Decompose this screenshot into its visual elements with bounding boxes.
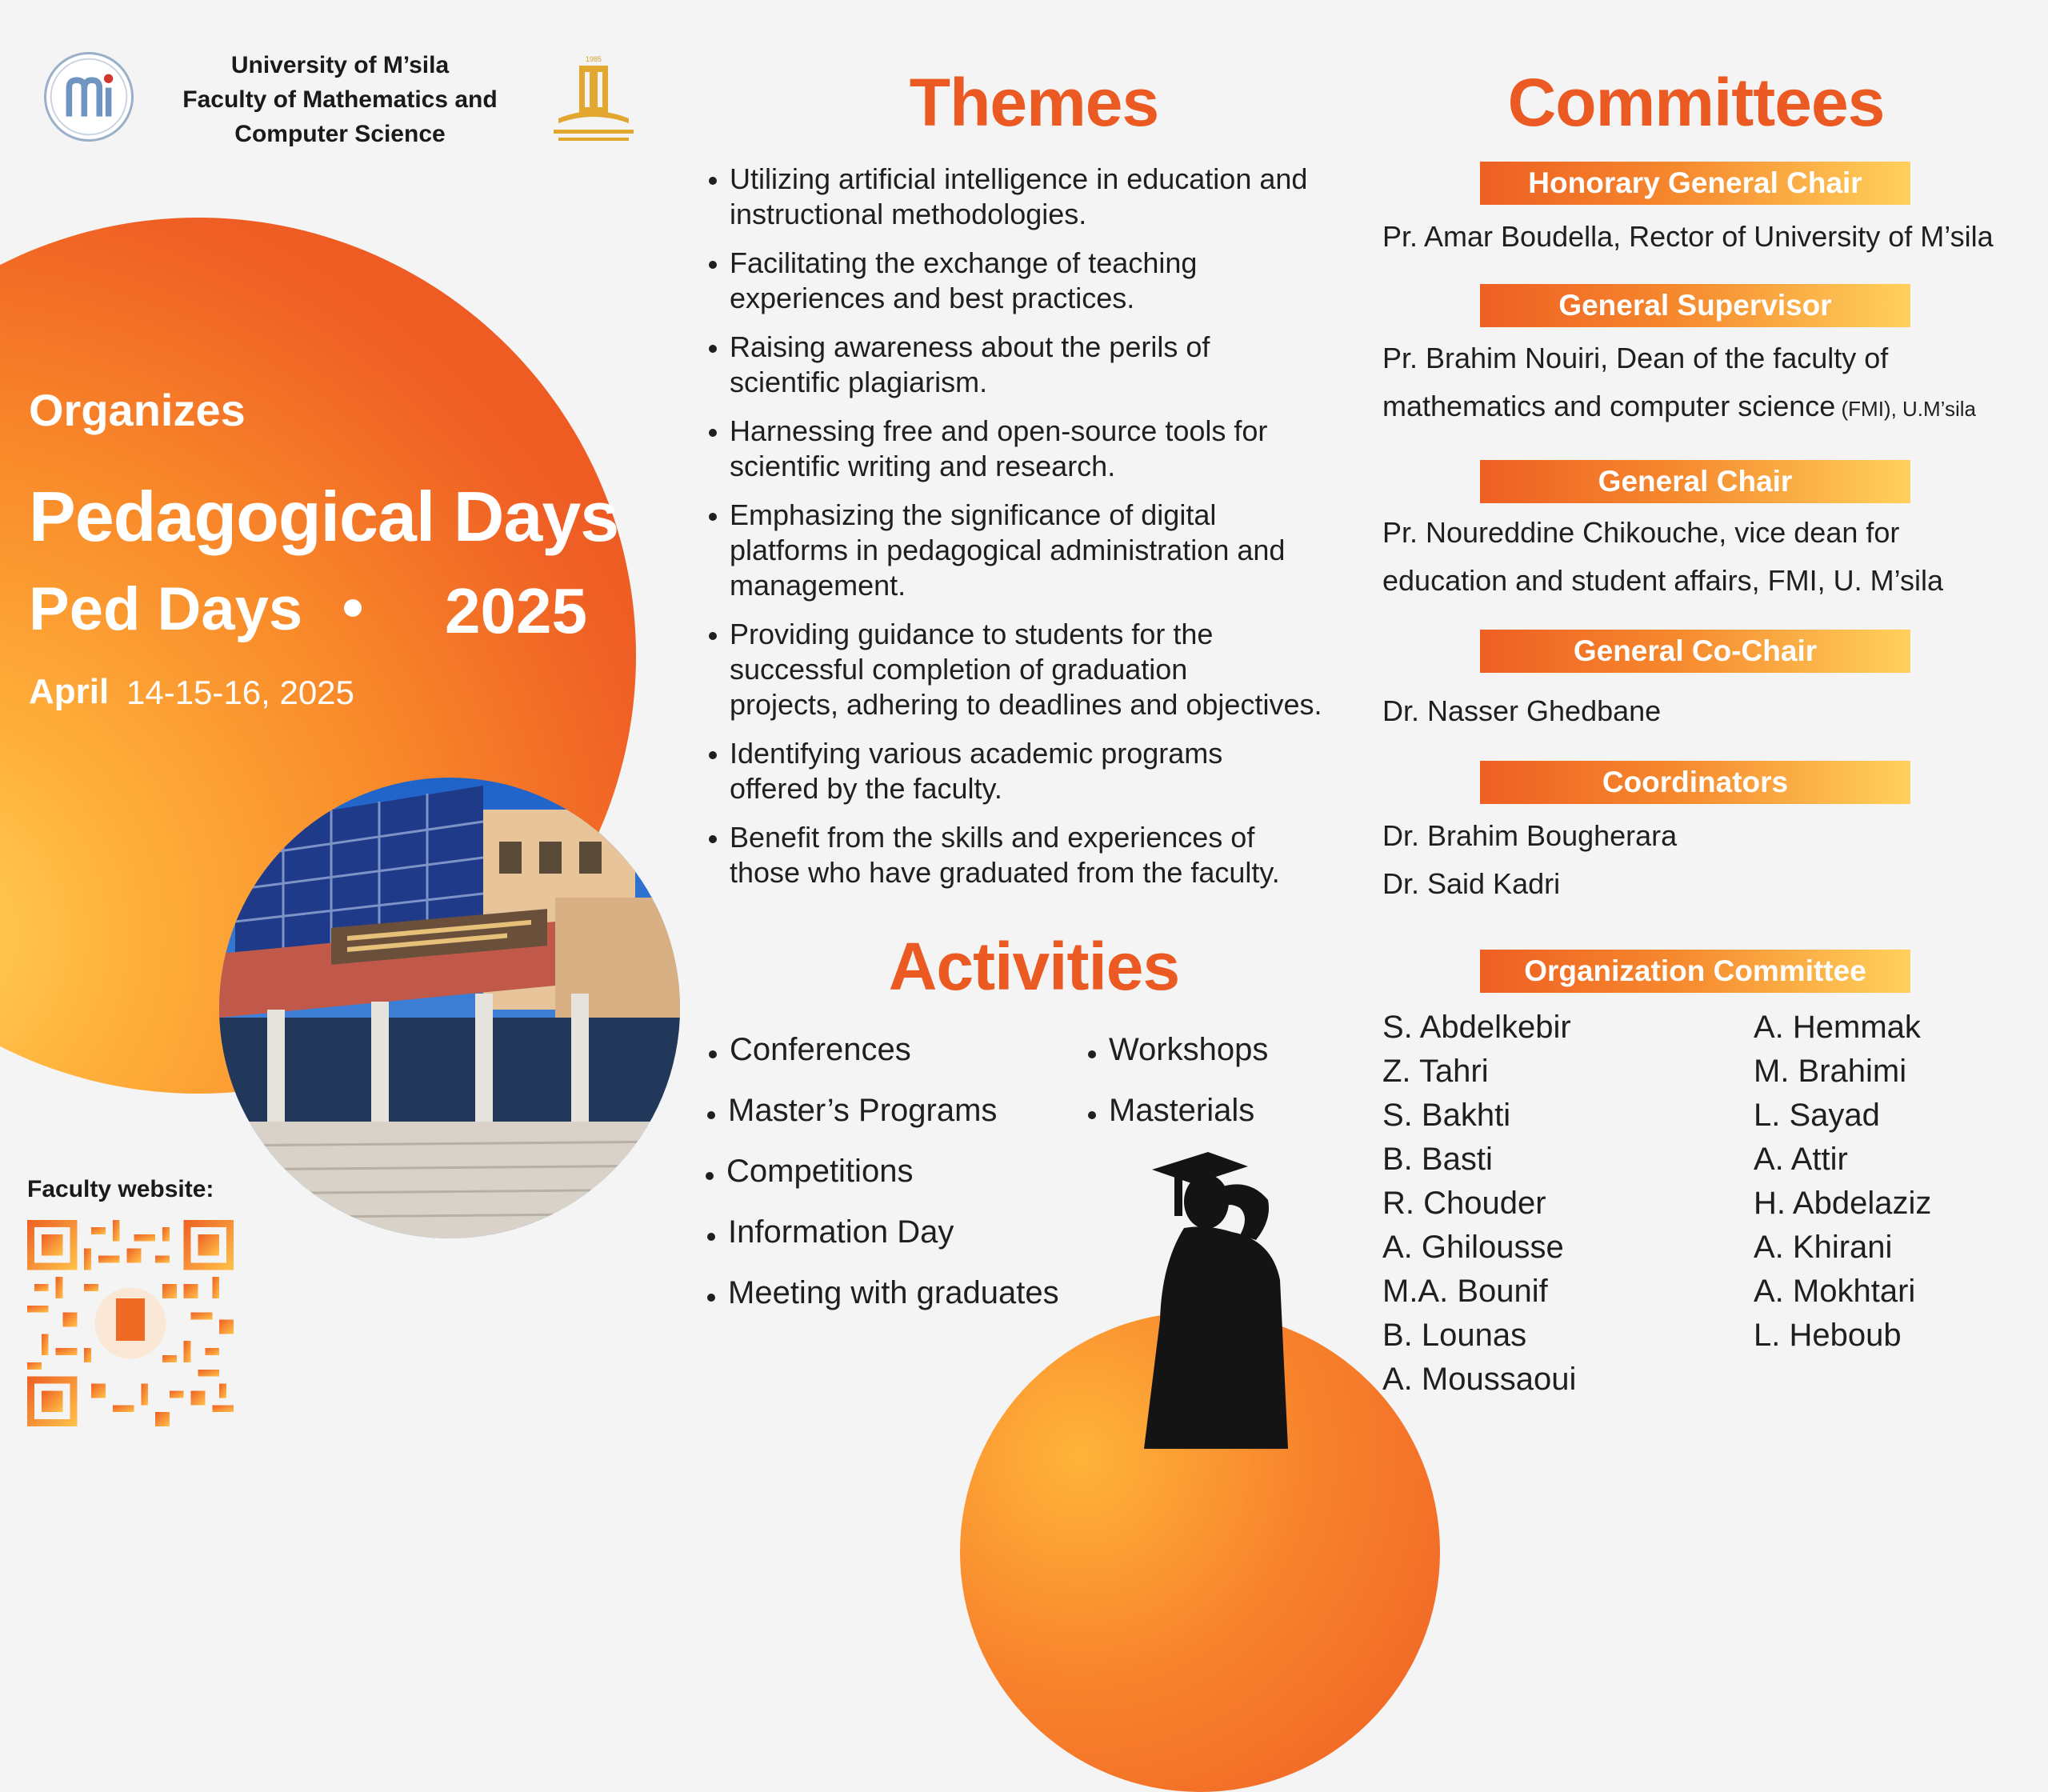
coordinators-banner: Coordinators <box>1480 761 1910 804</box>
organization-committee-banner: Organization Committee <box>1480 950 1910 993</box>
themes-list <box>704 162 1368 904</box>
separator-dot <box>344 599 362 617</box>
university-title <box>160 48 520 151</box>
org-member: S. Abdelkebir <box>1382 1010 1571 1045</box>
activity-item: Information Day <box>704 1214 954 1250</box>
honorary-chair-banner: Honorary General Chair <box>1480 162 1910 205</box>
university-line-2: Faculty of Mathematics and <box>182 86 498 113</box>
general-supervisor-line2: mathematics and computer science (FMI), U.M’sila <box>1382 390 1976 422</box>
theme-item: Raising awareness about the perils of scientific plagiarism. <box>704 330 1368 400</box>
organizes-label: Organizes <box>29 385 246 435</box>
activity-item: Workshops <box>1085 1032 1268 1068</box>
general-co-chair-text: Dr. Nasser Ghedbane <box>1382 694 1662 727</box>
activity-item: Meeting with graduates <box>704 1275 1059 1311</box>
org-member: Z. Tahri <box>1382 1054 1489 1089</box>
activity-item: Masterials <box>1085 1093 1254 1129</box>
activity-item: Master’s Programs <box>704 1093 997 1129</box>
org-member: H. Abdelaziz <box>1754 1186 1932 1221</box>
theme-item: Utilizing artificial intelligence in education and instructional methodologies. <box>704 162 1368 232</box>
org-member: S. Bakhti <box>1382 1098 1511 1133</box>
org-member: A. Ghilousse <box>1382 1230 1564 1265</box>
event-title: Pedagogical Days <box>29 477 619 556</box>
general-supervisor-banner: General Supervisor <box>1480 284 1910 327</box>
org-member: R. Chouder <box>1382 1186 1546 1221</box>
org-member: A. Moussaoui <box>1382 1362 1577 1397</box>
coordinator-name: Dr. Brahim Bougherara <box>1382 819 1678 852</box>
msila-university-logo-icon <box>542 54 645 146</box>
theme-item: Harnessing free and open-source tools for scientific writing and research. <box>704 414 1368 484</box>
activity-item: Conferences <box>706 1032 911 1068</box>
org-member: M.A. Bounif <box>1382 1274 1548 1309</box>
theme-item: Providing guidance to students for the successful completion of graduation projects, adhering to deadlines and objectives. <box>704 617 1368 722</box>
org-member: B. Basti <box>1382 1142 1493 1177</box>
event-short-name: Ped Days <box>29 575 303 643</box>
org-member: A. Hemmak <box>1754 1010 1921 1045</box>
general-chair-line1: Pr. Noureddine Chikouche, vice dean for <box>1382 516 1900 549</box>
theme-item: Identifying various academic programs offered by the faculty. <box>704 736 1368 806</box>
coordinator-name: Dr. Said Kadri <box>1382 867 1561 900</box>
qr-code-icon[interactable] <box>27 1220 234 1426</box>
committees-heading: Committees <box>1507 65 1885 140</box>
fmi-logo-icon <box>44 52 134 142</box>
general-co-chair-banner: General Co-Chair <box>1480 630 1910 673</box>
university-line-1: University of M’sila <box>230 52 450 78</box>
org-member: B. Lounas <box>1382 1318 1527 1353</box>
general-supervisor-line1: Pr. Brahim Nouiri, Dean of the faculty of <box>1382 342 1889 374</box>
faculty-building-photo <box>219 778 680 1238</box>
university-line-3: Computer Science <box>234 121 446 147</box>
event-date-month: April <box>29 672 110 711</box>
event-date-days: 14-15-16, 2025 <box>126 674 354 711</box>
activities-heading: Activities <box>888 929 1180 1004</box>
general-chair-line2: education and student affairs, FMI, U. M’sila <box>1382 564 1944 597</box>
event-year: 2025 <box>445 575 587 646</box>
general-chair-banner: General Chair <box>1480 460 1910 503</box>
org-member: L. Sayad <box>1754 1098 1880 1133</box>
faculty-website-label: Faculty website: <box>27 1176 214 1202</box>
logo-year: 1985 <box>585 55 602 63</box>
theme-item: Emphasizing the significance of digital platforms in pedagogical administration and management. <box>704 498 1368 603</box>
theme-item: Facilitating the exchange of teaching experiences and best practices. <box>704 246 1368 316</box>
org-member: A. Khirani <box>1754 1230 1893 1265</box>
themes-heading: Themes <box>909 65 1159 140</box>
graduate-silhouette-icon <box>1112 1152 1320 1449</box>
org-member: L. Heboub <box>1754 1318 1902 1353</box>
org-member: A. Mokhtari <box>1754 1274 1916 1309</box>
honorary-chair-text: Pr. Amar Boudella, Rector of University of M’sila <box>1382 220 1994 253</box>
org-member: A. Attir <box>1754 1142 1848 1177</box>
org-member: M. Brahimi <box>1754 1054 1907 1089</box>
theme-item: Benefit from the skills and experiences of those who have graduated from the faculty. <box>704 820 1368 890</box>
activity-item: Competitions <box>702 1154 913 1190</box>
